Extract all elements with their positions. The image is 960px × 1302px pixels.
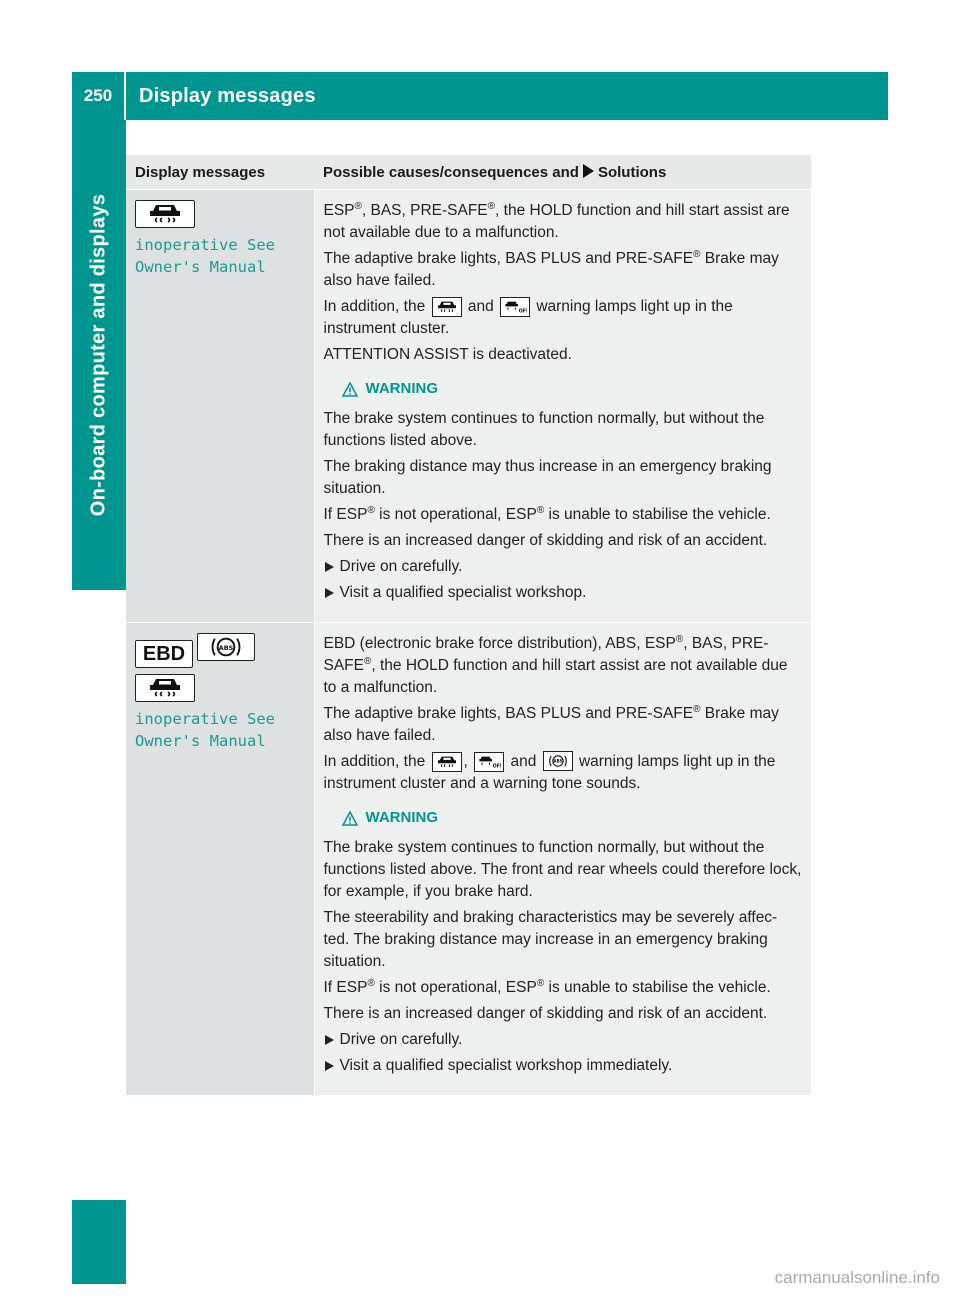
col-header-solutions: Possible causes/consequences and Solutions — [314, 155, 811, 190]
display-messages-table — [126, 155, 811, 1095]
paragraph: The braking distance may thus increase in an emergency braking situation. — [323, 458, 772, 497]
list-item: Drive on carefully. — [324, 1029, 803, 1051]
warning-triangle-icon — [342, 382, 358, 397]
paragraph: In addition, the and warning lamps light up in the instrument cluster. — [323, 298, 733, 337]
paragraph: There is an increased danger of skidding and risk of an accident. — [323, 532, 768, 549]
message-line-1: inoperative See — [135, 710, 275, 728]
ebd-lamp: EBD — [135, 640, 193, 668]
solutions-cell — [314, 623, 811, 1096]
list-item: Visit a qualified specialist workshop. — [324, 582, 803, 604]
car-skid-off-icon — [474, 752, 504, 772]
car-skid-icon — [135, 200, 195, 228]
car-skid-icon — [432, 752, 462, 772]
paragraph: ATTENTION ASSIST is deactivated. — [323, 346, 572, 363]
paragraph: If ESP® is not operational, ESP® is unable to stabilise the vehicle. — [323, 504, 771, 523]
car-skid-off-icon — [500, 297, 530, 317]
paragraph: In addition, the , and warning lamps light up in the instrument cluster and a warning tone sounds. — [323, 753, 776, 792]
solutions-cell — [314, 190, 811, 623]
arrow-right-icon — [583, 164, 594, 178]
page-title: Display messages — [139, 84, 316, 107]
message-line-2: Owner's Manual — [135, 732, 266, 750]
message-line-2: Owner's Manual — [135, 258, 266, 276]
page-header — [72, 72, 888, 120]
paragraph: The steerability and braking characteristics may be severely affec-ted. The braking distance may increase in an emergency braking situation. — [323, 909, 778, 970]
paragraph: ESP®, BAS, PRE-SAFE®, the HOLD function and hill start assist are not available due to a malfunction. — [323, 200, 790, 241]
warning-triangle-icon — [342, 811, 358, 826]
warning-heading: WARNING — [324, 378, 803, 400]
car-skid-icon — [432, 297, 462, 317]
display-message-cell — [126, 623, 314, 1096]
list-item: Visit a qualified specialist workshop immediately. — [324, 1055, 803, 1077]
abs-icon — [543, 751, 573, 771]
paragraph: There is an increased danger of skidding and risk of an accident. — [323, 1005, 768, 1022]
abs-icon — [197, 633, 255, 661]
arrow-right-icon — [325, 588, 334, 598]
paragraph: The brake system continues to function normally, but without the functions listed above. The front and rear wheels could therefore lock, for example, if you brake hard. — [323, 839, 802, 900]
paragraph: If ESP® is not operational, ESP® is unable to stabilise the vehicle. — [323, 977, 771, 996]
arrow-right-icon — [325, 1035, 334, 1045]
message-line-1: inoperative See — [135, 236, 275, 254]
side-marker — [72, 1200, 126, 1284]
table-row — [126, 190, 811, 623]
paragraph: The adaptive brake lights, BAS PLUS and PRE-SAFE® Brake may also have failed. — [323, 248, 779, 289]
car-skid-icon — [135, 674, 195, 702]
side-tab-label: On-board computer and displays — [87, 193, 110, 517]
warning-heading: WARNING — [324, 807, 803, 829]
paragraph: The adaptive brake lights, BAS PLUS and PRE-SAFE® Brake may also have failed. — [323, 703, 779, 744]
arrow-right-icon — [325, 1061, 334, 1071]
paragraph: The brake system continues to function normally, but without the functions listed above. — [323, 410, 765, 449]
page-number: 250 — [72, 72, 126, 120]
col-header-display-messages: Display messages — [126, 155, 314, 190]
display-message-cell — [126, 190, 314, 623]
paragraph: EBD (electronic brake force distribution), ABS, ESP®, BAS, PRE-SAFE®, the HOLD function and hill start assist are not available due to a malfunction. — [323, 633, 788, 696]
table-header-row — [126, 155, 811, 190]
watermark: carmanualsonline.info — [774, 1268, 940, 1287]
arrow-right-icon — [325, 562, 334, 572]
table-row — [126, 623, 811, 1096]
list-item: Drive on carefully. — [324, 556, 803, 578]
